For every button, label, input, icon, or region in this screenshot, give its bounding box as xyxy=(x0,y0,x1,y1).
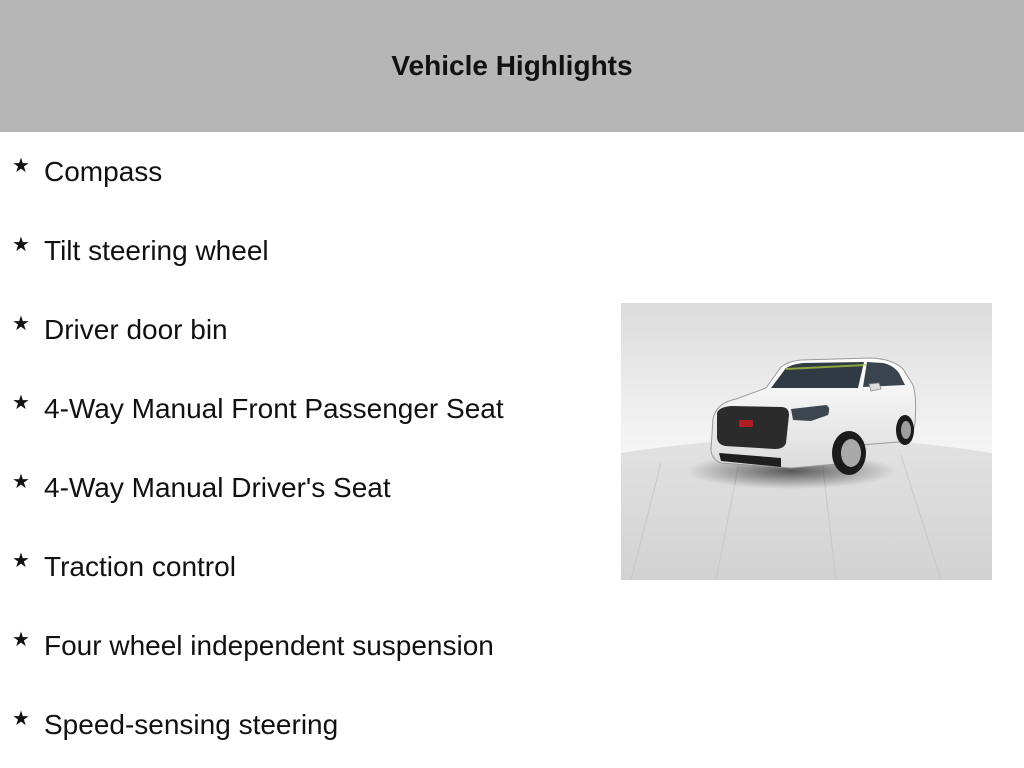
highlight-label: Tilt steering wheel xyxy=(44,235,269,266)
highlights-list xyxy=(0,132,600,764)
star-icon: ★ xyxy=(12,155,30,177)
page-title: Vehicle Highlights xyxy=(391,50,633,81)
star-icon: ★ xyxy=(12,629,30,651)
highlight-item xyxy=(0,290,600,369)
highlight-label: Traction control xyxy=(44,551,236,582)
highlight-item xyxy=(0,211,600,290)
highlight-item xyxy=(0,606,600,685)
highlight-item xyxy=(0,132,600,211)
highlight-label: Four wheel independent suspension xyxy=(44,630,494,661)
highlight-label: Driver door bin xyxy=(44,314,228,345)
star-icon: ★ xyxy=(12,392,30,414)
highlight-label: Compass xyxy=(44,156,163,187)
star-icon: ★ xyxy=(12,471,30,493)
star-icon: ★ xyxy=(12,313,30,335)
highlight-label: 4-Way Manual Driver's Seat xyxy=(44,472,391,503)
vehicle-photo xyxy=(621,303,992,580)
highlight-item xyxy=(0,527,600,606)
page-header xyxy=(0,0,1024,132)
star-icon: ★ xyxy=(12,708,30,730)
star-icon: ★ xyxy=(12,234,30,256)
highlight-label: Speed-sensing steering xyxy=(44,709,339,740)
star-icon: ★ xyxy=(12,550,30,572)
highlight-item xyxy=(0,369,600,448)
highlight-label: 4-Way Manual Front Passenger Seat xyxy=(44,393,504,424)
highlight-item xyxy=(0,685,600,764)
highlight-item xyxy=(0,448,600,527)
